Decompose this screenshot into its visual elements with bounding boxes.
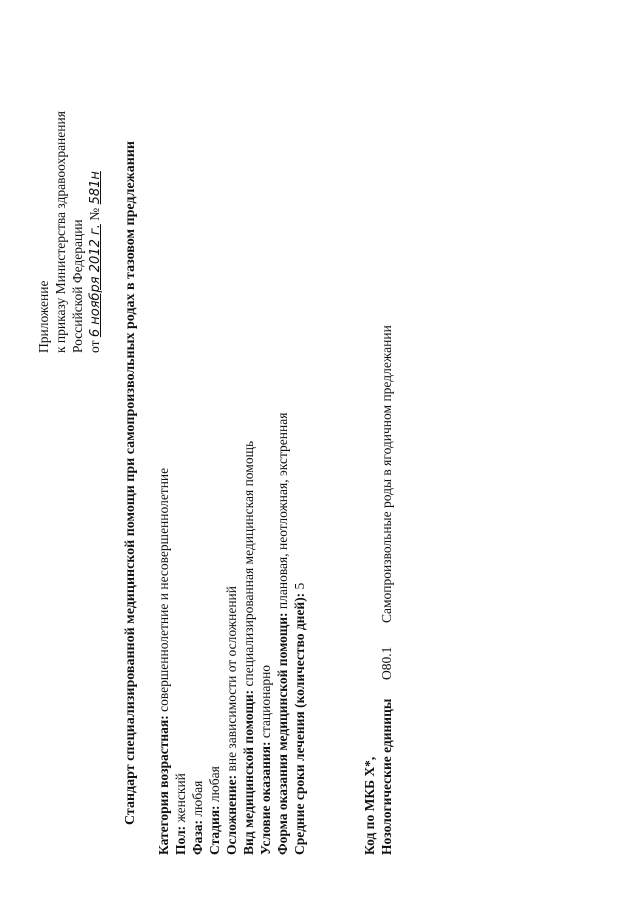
field-sex [173,773,189,855]
field-label: Стадия: [207,805,222,855]
field-label: Форма оказания медицинской помощи: [275,612,290,855]
handwritten-date: 6 ноября 2012 г. [88,224,103,338]
field-value: совершеннолетние и несовершеннолетние [156,467,171,716]
appendix-line-1: Приложение [36,280,51,353]
field-complication [224,586,240,855]
document-title: Стандарт специализированной медицинской помощи при самопроизвольных родах в тазовом предлежании [123,141,138,825]
field-label: Условие оказания: [258,741,273,855]
field-care-condition [258,665,274,855]
number-label: № [87,207,102,221]
appendix-date-line [87,171,104,353]
field-stage [207,766,223,855]
appendix-line-2: к приказу Министерства здравоохранения [53,111,68,353]
field-label: Фаза: [190,819,205,855]
field-label: Вид медицинской помощи: [241,689,256,855]
icd-label-line-2: Нозологические единицы [379,698,394,855]
handwritten-number: 581н [88,171,103,205]
field-value: женский [173,773,188,826]
field-label: Осложнение: [224,774,239,855]
field-phase [190,781,206,855]
icd-description: Самопроизвольные роды в ягодичном предлежании [379,325,394,623]
field-value: любая [207,766,222,806]
field-age-category [156,468,172,855]
field-avg-duration [292,583,308,855]
field-label: Средние сроки лечения (количество дней): [292,592,307,855]
field-value: любая [190,780,205,820]
field-label: Пол: [173,825,188,855]
field-value: плановая, неотложная, экстренная [275,412,290,613]
field-label: Категория возрастная: [156,715,171,855]
field-care-type [241,441,257,855]
field-care-form [275,413,291,855]
field-value: вне зависимости от осложнений [224,586,239,775]
appendix-line-3: Российской Федерации [70,219,85,353]
field-value: стационарно [258,664,273,742]
icd-label-line-1: Код по МКБ Х*, [362,756,377,855]
field-value: специализированная медицинская помощь [241,440,256,690]
from-label: от [87,340,102,353]
field-value: 5 [292,582,307,593]
icd-code: O80.1 [379,646,394,680]
